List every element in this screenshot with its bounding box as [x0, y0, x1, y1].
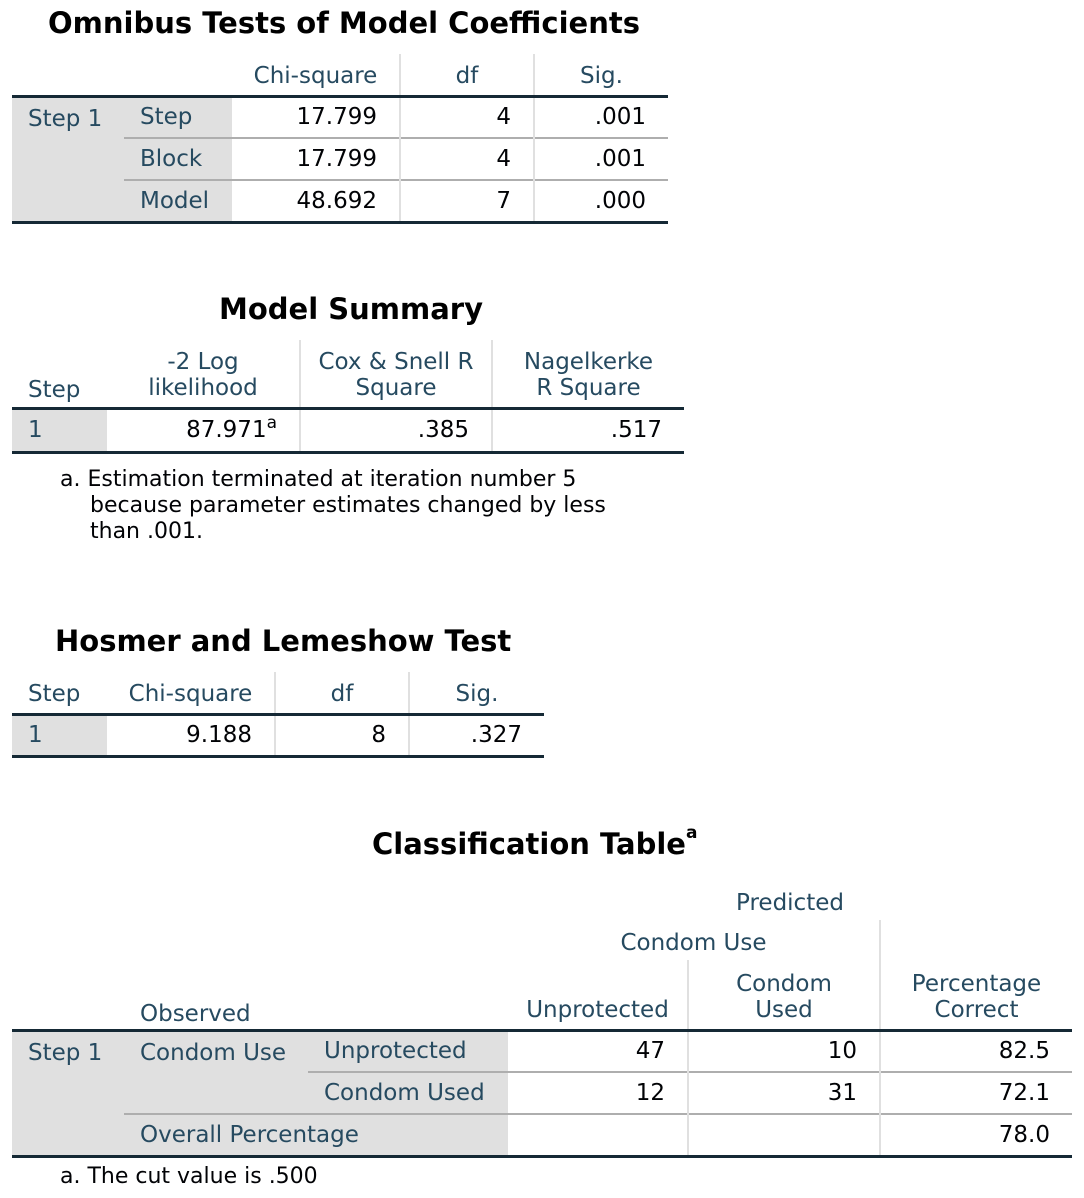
header-predicted: Predicted: [736, 890, 844, 916]
pct-correct-value: 78.0: [880, 1114, 1072, 1156]
row-label: Condom Used: [308, 1072, 508, 1114]
unprotected-value: 12: [508, 1072, 688, 1114]
col-header-log-likelihood: -2 Log likelihood: [148, 348, 258, 401]
col-header-step: Step: [28, 376, 81, 403]
df-value: 4: [400, 96, 534, 138]
col-header-df: df: [400, 54, 534, 96]
sig-value: .327: [409, 714, 544, 756]
table-row: [12, 1030, 1072, 1072]
log-likelihood-value: 87.971$^a$: [107, 408, 300, 452]
col-header-nagelkerke: Nagelkerke R Square: [492, 340, 684, 408]
model-summary-footnote: a. Estimation terminated at iteration number 5 because parameter estimates changed by less than .001.: [60, 467, 606, 544]
chi-square-value: 17.799: [232, 96, 400, 138]
omnibus-table: [12, 54, 668, 224]
unprotected-value: 47: [508, 1030, 688, 1072]
pct-correct-value: 72.1: [880, 1072, 1072, 1114]
col-header-unprotected: Unprotected: [526, 996, 669, 1023]
col-header-sig: Sig.: [534, 54, 668, 96]
step-value: 1: [12, 408, 107, 452]
table-row: [12, 1114, 1072, 1156]
table-row: [12, 714, 544, 756]
cox-snell-value: .385: [300, 408, 492, 452]
col-header-step: Step: [28, 680, 81, 707]
overall-label: Overall Percentage: [124, 1114, 508, 1156]
col-header-cox-snell: Cox & Snell R Square: [300, 340, 492, 408]
sig-value: .001: [534, 138, 668, 180]
sig-value: .001: [534, 96, 668, 138]
model-summary-table: [12, 340, 684, 454]
chi-square-value: 9.188: [107, 714, 275, 756]
header-observed: Observed: [140, 1000, 251, 1027]
hosmer-title: Hosmer and Lemeshow Test: [55, 624, 512, 658]
nagelkerke-value: .517: [492, 408, 684, 452]
step-label: Step 1: [12, 1030, 124, 1156]
step-label: Step 1: [12, 96, 124, 222]
row-label: Block: [124, 138, 232, 180]
df-value: 8: [275, 714, 409, 756]
group-label: Condom Use: [124, 1030, 308, 1114]
classification-table: [12, 880, 1072, 1158]
table-row: [12, 96, 668, 138]
classification-title: Classification Table$^a$: [372, 823, 698, 861]
step-value: 1: [12, 714, 107, 756]
col-header-sig: Sig.: [409, 672, 544, 714]
col-header-pct-correct: Percentage Correct: [880, 920, 1072, 1030]
col-header-condom-used: Condom Used: [688, 960, 880, 1030]
classification-footnote: a. The cut value is .500: [60, 1164, 318, 1189]
df-value: 7: [400, 180, 534, 222]
model-summary-title: Model Summary: [219, 292, 483, 326]
chi-square-value: 17.799: [232, 138, 400, 180]
footnote-marker: a: [685, 823, 698, 843]
row-label: Model: [124, 180, 232, 222]
col-header-chi-square: Chi-square: [253, 62, 378, 89]
condom-used-value: 10: [688, 1030, 880, 1072]
footnote-marker: a: [266, 413, 277, 433]
df-value: 4: [400, 138, 534, 180]
omnibus-title: Omnibus Tests of Model Coefficients: [48, 6, 640, 40]
sig-value: .000: [534, 180, 668, 222]
condom-used-value: [688, 1114, 880, 1156]
row-label: Step: [124, 96, 232, 138]
pct-correct-value: 82.5: [880, 1030, 1072, 1072]
table-row: [12, 408, 684, 452]
col-header-chi-square: Chi-square: [128, 680, 253, 707]
col-header-df: df: [275, 672, 409, 714]
unprotected-value: [508, 1114, 688, 1156]
chi-square-value: 48.692: [232, 180, 400, 222]
hosmer-table: [12, 672, 544, 758]
row-label: Unprotected: [308, 1030, 508, 1072]
header-condom-use: Condom Use: [620, 930, 767, 956]
condom-used-value: 31: [688, 1072, 880, 1114]
